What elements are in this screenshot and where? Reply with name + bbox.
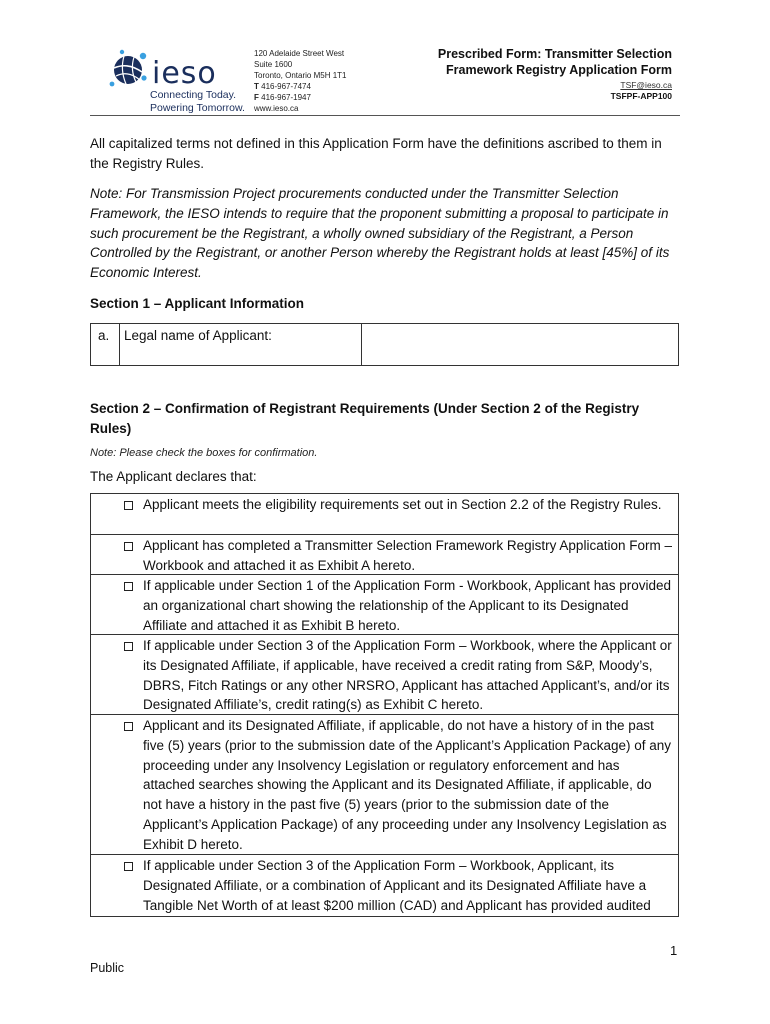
row-label-cell: [119, 324, 362, 365]
checklist-item-text: If applicable under Section 1 of the Application Form - Workbook, Applicant has provided an organizational chart showing the relationship of the Applicant to its Designated Affiliate and attached it as Exhibit B hereto.: [143, 578, 672, 633]
phone-number: 416-967-7474: [261, 82, 311, 91]
checklist-item: [91, 575, 678, 635]
section-2-heading: Section 2 – Confirmation of Registrant Requirements (Under Section 2 of the Registry Rules): [90, 401, 640, 436]
checkbox[interactable]: [124, 542, 133, 551]
checkbox[interactable]: [124, 862, 133, 871]
website-link[interactable]: www.ieso.ca: [254, 104, 299, 113]
email-link[interactable]: TSF@ieso.ca: [620, 80, 672, 90]
tagline-line-2: Powering Tomorrow.: [150, 102, 245, 114]
note-paragraph: Note: For Transmission Project procurements conducted under the Transmitter Selection Framework, the IESO intends to require that the proponent submitting a proposal to participate in such procurement be the Registrant, a wholly owned subsidiary of the Registrant, a Person Controlled by the Registrant, or another Person whereby the Registrant holds at least [45%] of its Economic Interest.: [90, 186, 670, 281]
checklist-item: [91, 855, 678, 916]
legal-name-field[interactable]: [362, 324, 678, 365]
page-number: 1: [670, 943, 678, 958]
address-line-2: Suite 1600: [254, 60, 293, 69]
checkbox[interactable]: [124, 501, 133, 510]
checklist-item-text: Applicant meets the eligibility requirements set out in Section 2.2 of the Registry Rules.: [143, 497, 662, 512]
section-2-note: Note: Please check the boxes for confirmation.: [90, 447, 318, 459]
fax-line: [254, 92, 346, 103]
declares-text: The Applicant declares that:: [90, 469, 257, 484]
classification-label: Public: [90, 961, 125, 975]
fax-label: F: [254, 93, 259, 102]
applicant-info-table: [90, 323, 679, 366]
checkbox[interactable]: [124, 642, 133, 651]
legal-name-label: Legal name of Applicant:: [124, 328, 272, 343]
logo-wordmark: ieso: [152, 56, 217, 91]
form-title-line-2: Framework Registry Application Form: [446, 63, 672, 77]
phone-label: T: [254, 82, 259, 91]
checklist-item: [91, 715, 678, 855]
row-letter-cell: [91, 324, 120, 365]
fax-number: 416-967-1947: [261, 93, 311, 102]
form-title: [438, 46, 672, 78]
confirmation-checklist: [90, 493, 679, 917]
checkbox[interactable]: [124, 722, 133, 731]
checklist-item: [91, 635, 678, 715]
checklist-item: [91, 535, 678, 575]
address-line-1: 120 Adelaide Street West: [254, 49, 345, 58]
form-title-line-1: Prescribed Form: Transmitter Selection: [437, 47, 672, 61]
address-block: [254, 48, 346, 114]
address-line-3: Toronto, Ontario M5H 1T1: [254, 71, 347, 80]
checklist-item-text: If applicable under Section 3 of the Application Form – Workbook, where the Applicant or its Designated Affiliate, if applicable, have received a credit rating from S&P, Moody’s, DBRS, Fitch Ratings or any other NRSRO, Applicant has attached Applicant’s, and/or its Designated Affiliate’s, credit rating(s) as Exhibit C hereto.: [143, 638, 672, 713]
form-code: TSFPF-APP100: [610, 91, 672, 101]
checklist-item-text: Applicant has completed a Transmitter Selection Framework Registry Application Form – Workbook and attached it as Exhibit A hereto.: [143, 538, 672, 573]
checklist-item: [91, 494, 678, 535]
checklist-item-text: Applicant and its Designated Affiliate, if applicable, do not have a history of in the past five (5) years (prior to the submission date of the Applicant’s Application Package) of any proceeding under any Insolvency Legislation or regulatory enforcement and has attached searches showing the Applicant and its Designated Affiliate, if applicable, do not have a history in the past five (5) years (prior to the submission date of the Applicant’s Application Package) of any proceeding under any Insolvency Legislation as Exhibit D hereto.: [143, 718, 672, 852]
logo-tagline: [150, 89, 245, 115]
intro-paragraph: All capitalized terms not defined in this Application Form have the definitions ascribed to them in the Registry Rules.: [90, 136, 662, 171]
phone-line: [254, 81, 346, 92]
section-1-heading: Section 1 – Applicant Information: [90, 296, 305, 311]
header-divider: [90, 115, 680, 116]
tagline-line-1: Connecting Today.: [150, 89, 237, 101]
row-letter: a.: [98, 328, 110, 343]
checklist-item-text: If applicable under Section 3 of the Application Form – Workbook, Applicant, its Designated Affiliate, or a combination of Applicant and its Designated Affiliate have a Tangible Net Worth of at least $200 million (CAD) and Applicant has provided audited: [143, 858, 651, 913]
checkbox[interactable]: [124, 582, 133, 591]
